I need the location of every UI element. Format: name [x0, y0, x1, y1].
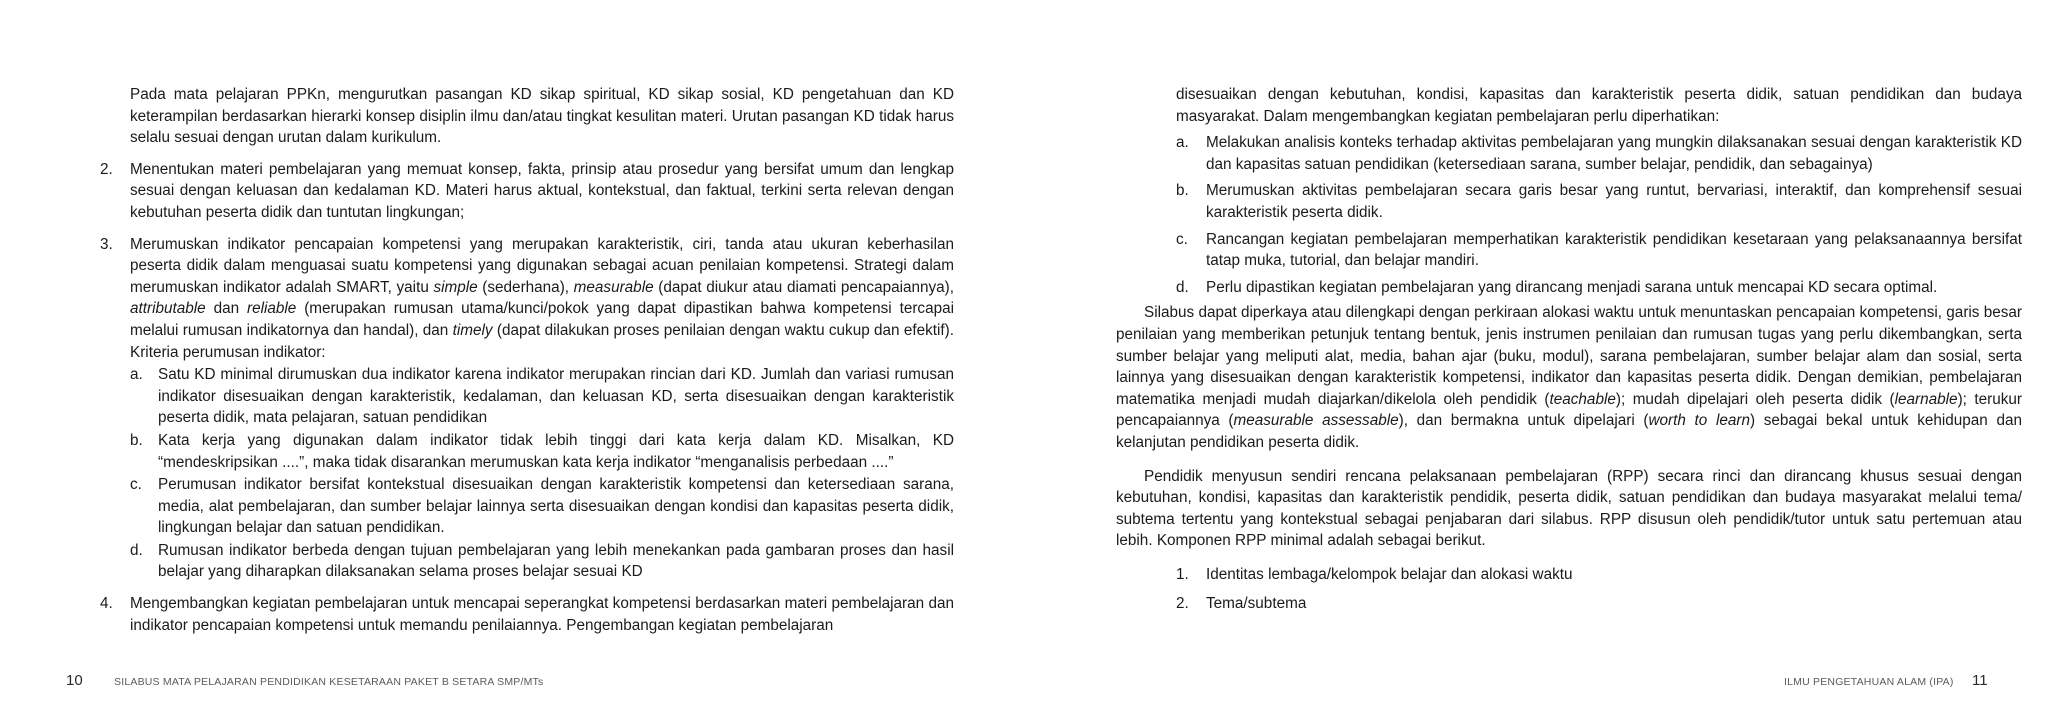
list-item-text: Perumusan indikator bersifat kontekstual disesuaikan dengan karakteristik kompetensi dan ketersediaan sarana, media, alat pembelajaran, dan sumber belajar lainnya serta disesuaikan dengan kondisi dan kapasitas peserta didik, lingkungan belajar dan satuan pendidikan.: [158, 476, 954, 537]
rpp-paragraph: Pendidik menyusun sendiri rencana pelaksanaan pembelajaran (RPP) secara rinci dan dirancang khusus sesuai dengan kebutuhan, kondisi, kapasitas dan karakteristik pendidik, peserta didik, satuan pendidikan dan budaya masyarakat melalui tema/ subtema tertentu yang kontekstual sebagai penjabaran dari silabus. RPP disusun oleh pendidik/tutor untuk satu pertemuan atau lebih. Komponen RPP minimal adalah sebagai berikut.: [1116, 467, 2022, 550]
list-letter: b.: [130, 431, 143, 449]
list-letter: a.: [130, 366, 143, 384]
text-run: ); terukur pencapaiannya (: [1116, 390, 2023, 430]
list-letter: c.: [1176, 230, 1188, 248]
list-item-a: [130, 364, 954, 429]
list-number: 1.: [1176, 565, 1189, 583]
silabus-paragraph: [1116, 302, 2022, 453]
list-item-c: [130, 474, 954, 539]
italic-term: simple: [433, 278, 478, 296]
list-item-text: Identitas lembaga/kelompok belajar dan alokasi waktu: [1206, 565, 1573, 583]
list-item-text: Rancangan kegiatan pembelajaran memperhatikan karakteristik pendidikan kesetaraan yang pelaksanaannya bersifat tatap muka, tutorial, dan belajar mandiri.: [1206, 230, 2022, 270]
italic-term: learnable: [1894, 390, 1958, 408]
numbered-list: [100, 159, 954, 636]
italic-term: teachable: [1549, 390, 1616, 408]
list-item-text: Tema/subtema: [1206, 595, 1307, 613]
list-item-2: [1176, 593, 2022, 615]
text-run: Merumuskan indikator pencapaian kompetensi yang merupakan karakteristik, ciri, tanda atau ukuran keberhasilan peserta didik dalam menguasai suatu kompetensi yang digunakan sebagai acuan penilaian kompetensi. Strategi dalam merumuskan indikator adalah SMART, yaitu: [130, 235, 954, 296]
lettered-list: [1116, 132, 2022, 298]
italic-term: timely: [452, 321, 493, 339]
running-title: SILABUS MATA PELAJARAN PENDIDIKAN KESETARAAN PAKET B SETARA SMP/MTs: [114, 676, 544, 688]
list-item-d: [1176, 277, 2022, 299]
page-number: 11: [1972, 672, 1988, 689]
italic-term: measurable: [573, 278, 654, 296]
list-letter: a.: [1176, 134, 1189, 152]
text-run: (merupakan rumusan utama/kunci/pokok yang dapat dipastikan bahwa kompetensi tercapai melalui rumusan indikatornya dan handal), dan: [130, 300, 954, 339]
list-item-2: [100, 159, 954, 224]
rpp-component-list: [1116, 564, 2022, 615]
text-run: (dapat diukur atau diamati pencapaiannya),: [653, 278, 955, 296]
italic-term: measurable assessable: [1233, 412, 1399, 430]
list-letter: d.: [130, 541, 143, 559]
left-intro-paragraph: Pada mata pelajaran PPKn, mengurutkan pasangan KD sikap spiritual, KD sikap sosial, KD pengetahuan dan KD keterampilan berdasarkan hierarki konsep disiplin ilmu dan/atau tingkat kesulitan materi. Urutan pasangan KD tidak harus selalu sesuai dengan urutan dalam kurikulum.: [130, 86, 954, 147]
list-number: 2.: [100, 160, 113, 178]
text-run: (sederhana),: [477, 278, 574, 296]
list-letter: c.: [130, 476, 142, 494]
list-item-a: [1176, 132, 2022, 175]
list-item-text: Satu KD minimal dirumuskan dua indikator karena indikator merupakan rincian dari KD. Jumlah dan variasi rumusan indikator disesuaikan dengan karakteristik, kedalaman, dan keluasan KD, serta disesuaikan dengan karakteristik peserta didik, mata pelajaran, satuan pendidikan: [158, 366, 954, 427]
italic-term: attributable: [130, 300, 206, 318]
right-page-body: [1116, 84, 2022, 615]
italic-term: reliable: [246, 300, 297, 318]
list-item-1: [1176, 564, 2022, 586]
list-item-text: Perlu dipastikan kegiatan pembelajaran yang dirancang menjadi sarana untuk mencapai KD secara optimal.: [1206, 278, 1938, 296]
list-item-c: [1176, 229, 2022, 272]
text-run: dan: [205, 300, 247, 318]
italic-term: worth to learn: [1648, 412, 1750, 430]
list-item-text: [130, 234, 954, 364]
list-item-text: Mengembangkan kegiatan pembelajaran untuk mencapai seperangkat kompetensi berdasarkan materi pembelajaran dan indikator pencapaian kompetensi untuk memandu penilaiannya. Pengembangan kegiatan pembelajaran: [130, 595, 954, 634]
lettered-list: [130, 364, 954, 583]
list-item-d: [130, 540, 954, 583]
continuation-paragraph: disesuaikan dengan kebutuhan, kondisi, kapasitas dan karakteristik peserta didik, satuan pendidikan dan budaya masyarakat. Dalam mengembangkan kegiatan pembelajaran perlu diperhatikan:: [1176, 86, 2022, 125]
list-number: 3.: [100, 235, 113, 253]
text-run: Silabus dapat diperkaya atau dilengkapi dengan perkiraan alokasi waktu untuk menuntaskan pencapaian kompetensi, garis besar penilaian yang memberikan petunjuk tentang bentuk, jenis instrumen penilaian dan rumusan tugas yang perlu dikembangkan, serta sumber belajar yang meliputi alat, media, bahan ajar (buku, modul), sarana pembelajaran, sumber belajar alam dan sosial, serta lainnya yang disesuaikan dengan karakteristik kompetensi, indikator dan kapasitas peserta didik. Dengan demikian, pembelajaran matematika menjadi mudah diajarkan/dikelola oleh pendidik (: [1116, 304, 2022, 408]
page-number: 10: [66, 672, 83, 689]
list-item-text: Rumusan indikator berbeda dengan tujuan pembelajaran yang lebih menekankan pada gambaran proses dan hasil belajar yang diharapkan dilaksanakan selama proses belajar sesuai KD: [158, 541, 954, 581]
list-number: 4.: [100, 595, 113, 613]
list-item-b: [1176, 180, 2022, 223]
text-run: ) sebagai bekal untuk kehidupan dan kelanjutan pendidikan peserta didik.: [1116, 412, 2022, 451]
running-title: ILMU PENGETAHUAN ALAM (IPA): [1784, 676, 1954, 688]
list-item-text: Kata kerja yang digunakan dalam indikator tidak lebih tinggi dari kata kerja dalam KD. Misalkan, KD “mendeskripsikan ....”, maka tidak disarankan merumuskan kata kerja indikator “menganalisis perbedaan ....”: [158, 431, 954, 471]
left-page-body: [100, 84, 954, 636]
list-item-b: [130, 430, 954, 473]
list-item-text: Merumuskan aktivitas pembelajaran secara garis besar yang runtut, bervariasi, interaktif, dan komprehensif sesuai karakteristik peserta didik.: [1206, 182, 2022, 221]
text-run: ), dan bermakna untuk dipelajari (: [1398, 412, 1649, 430]
list-item-text: Menentukan materi pembelajaran yang memuat konsep, fakta, prinsip atau prosedur yang bersifat umum dan lengkap sesuai dengan keluasan dan kedalaman KD. Materi harus aktual, kontekstual, dan faktual, terkini serta relevan dengan kebutuhan peserta didik dan tuntutan lingkungan;: [130, 160, 954, 221]
list-letter: b.: [1176, 182, 1189, 200]
list-item-4: [100, 593, 954, 636]
right-page: [1024, 0, 2048, 722]
text-run: ); mudah dipelajari oleh peserta didik (: [1615, 390, 1895, 408]
list-letter: d.: [1176, 278, 1189, 296]
list-item-3: [100, 234, 954, 584]
text-run: (dapat dilakukan proses penilaian dengan waktu cukup dan efektif). Kriteria perumusan indikator:: [130, 321, 954, 361]
list-item-text: Melakukan analisis konteks terhadap aktivitas pembelajaran yang mungkin dilaksanakan sesuai dengan karakteristik KD dan kapasitas satuan pendidikan (ketersediaan sarana, sumber belajar, pendidik, dan sebagainya): [1206, 134, 2022, 173]
list-number: 2.: [1176, 595, 1189, 613]
